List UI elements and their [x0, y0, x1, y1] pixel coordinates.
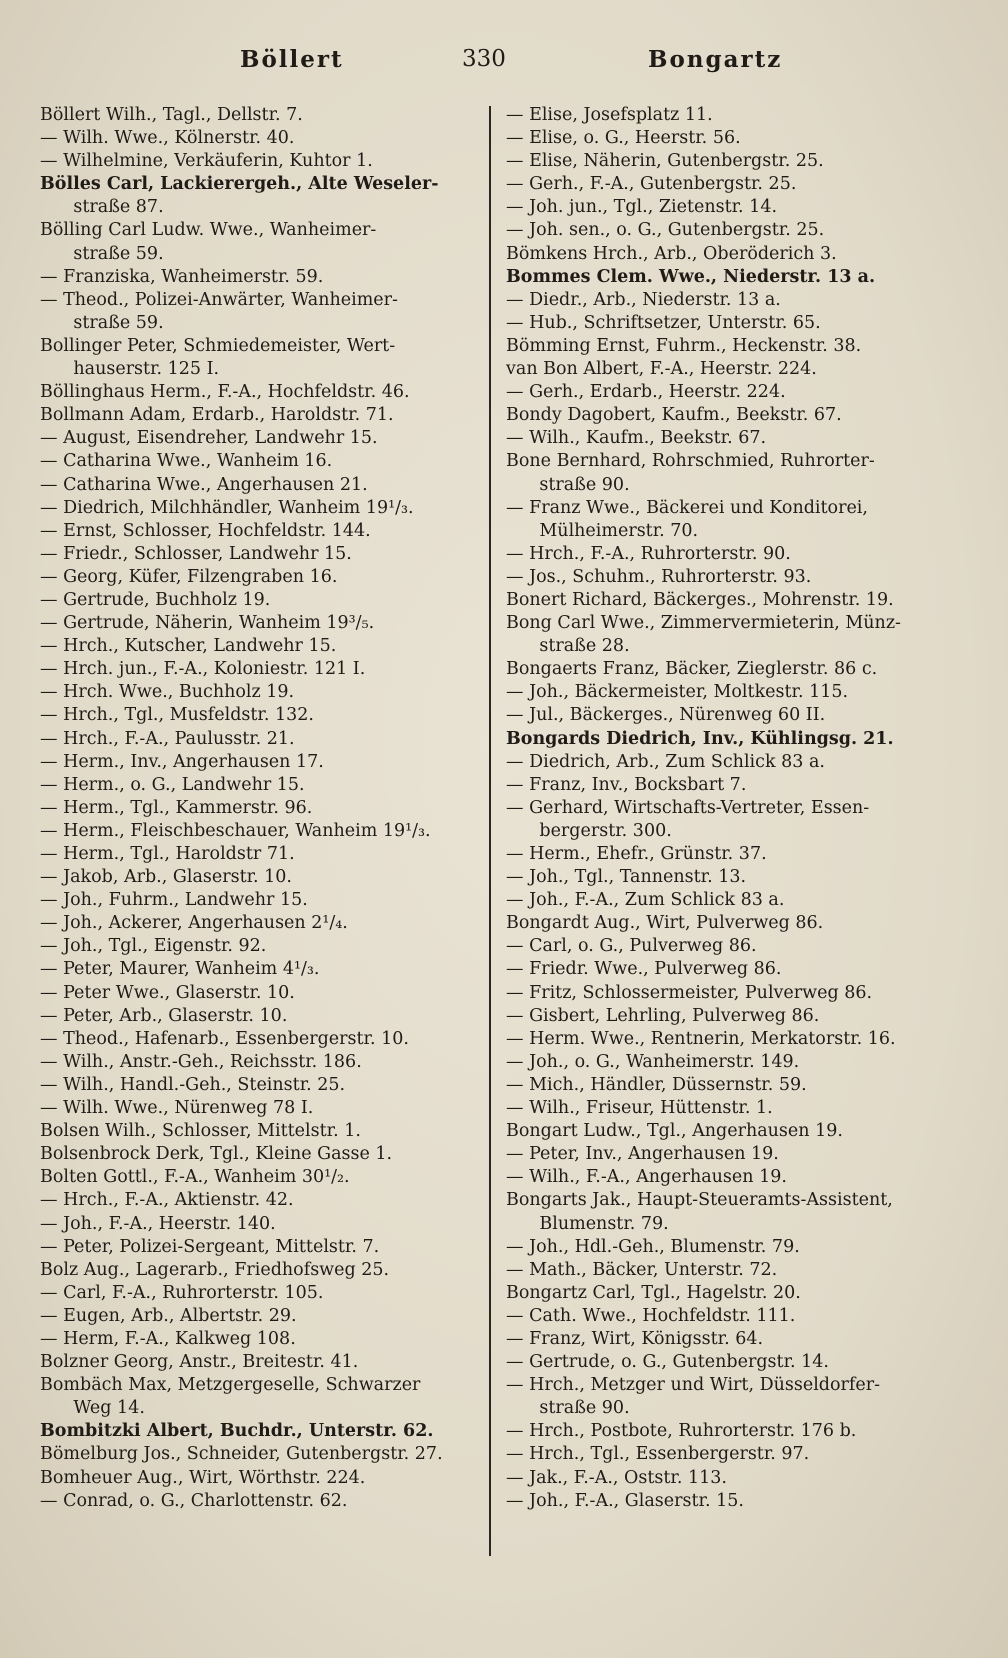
directory-entry: Bömelburg Jos., Schneider, Gutenbergstr. 27. [40, 1444, 443, 1465]
directory-entry: — Joh., Tgl., Tannenstr. 13. [506, 867, 747, 888]
directory-entry: — Herm., Tgl., Haroldstr 71. [40, 844, 295, 864]
directory-entry: — Peter Wwe., Glaserstr. 10. [40, 982, 295, 1003]
directory-entry: — Diedrich, Milchhändler, Wanheim 19¹/₃. [40, 497, 414, 518]
directory-entry: — Joh., o. G., Wanheimerstr. 149. [506, 1051, 800, 1072]
left-column [40, 104, 480, 1513]
directory-entry: — Elise, Josefsplatz 11. [506, 105, 713, 125]
directory-entry: — Jos., Schuhm., Ruhrorterstr. 93. [506, 566, 812, 587]
directory-entry: — Georg, Küfer, Filzengraben 16. [40, 566, 338, 587]
directory-entry: straße 59. [40, 243, 164, 264]
directory-entry: — Hrch., F.-A., Aktienstr. 42. [40, 1190, 294, 1211]
directory-entry: Böllinghaus Herm., F.-A., Hochfeldstr. 46. [40, 382, 410, 403]
directory-entry: — Friedr. Wwe., Pulverweg 86. [506, 959, 782, 980]
directory-entry: straße 28. [506, 636, 630, 657]
directory-entry: van Bon Albert, F.-A., Heerstr. 224. [506, 359, 817, 380]
directory-entry: — Catharina Wwe., Angerhausen 21. [40, 474, 368, 495]
directory-entry: — Conrad, o. G., Charlottenstr. 62. [40, 1490, 348, 1511]
directory-entry: — Hub., Schriftsetzer, Unterstr. 65. [506, 312, 821, 333]
directory-entry: Bongaerts Franz, Bäcker, Zieglerstr. 86 c. [506, 659, 878, 680]
directory-entry: Bömkens Hrch., Arb., Oberöderich 3. [506, 243, 837, 264]
directory-entry: — Gertrude, Buchholz 19. [40, 589, 271, 610]
directory-entry: — Joh., F.-A., Heerstr. 140. [40, 1213, 276, 1234]
directory-entry: — Ernst, Schlosser, Hochfeldstr. 144. [40, 520, 371, 541]
directory-entry: Mülheimerstr. 70. [506, 520, 699, 541]
directory-entry: Bollinger Peter, Schmiedemeister, Wert- [40, 335, 396, 356]
directory-entry: — Herm, F.-A., Kalkweg 108. [40, 1328, 296, 1349]
directory-entry: — Hrch., F.-A., Paulusstr. 21. [40, 728, 295, 749]
directory-entry: straße 90. [506, 474, 630, 495]
page-number: 330 [462, 46, 506, 72]
directory-entry: — Math., Bäcker, Unterstr. 72. [506, 1259, 778, 1280]
directory-entry: — Franz Wwe., Bäckerei und Konditorei, [506, 497, 868, 518]
directory-entry: Bombäch Max, Metzgergeselle, Schwarzer [40, 1375, 421, 1396]
directory-entry: Bongardt Aug., Wirt, Pulverweg 86. [506, 913, 824, 934]
directory-entry: Bongartz Carl, Tgl., Hagelstr. 20. [506, 1282, 801, 1303]
directory-entry: — Franz, Inv., Bocksbart 7. [506, 774, 747, 795]
directory-entry: — Herm., o. G., Landwehr 15. [40, 774, 305, 795]
directory-entry: — Jakob, Arb., Glaserstr. 10. [40, 867, 292, 888]
directory-entry: Bolten Gottl., F.-A., Wanheim 30¹/₂. [40, 1167, 350, 1188]
directory-entry: — Joh., Tgl., Eigenstr. 92. [40, 936, 267, 957]
directory-entry: — Gerhard, Wirtschafts-Vertreter, Essen- [506, 797, 870, 818]
directory-entry: Bolsen Wilh., Schlosser, Mittelstr. 1. [40, 1121, 361, 1142]
page-header [0, 46, 1008, 86]
directory-entry: Blumenstr. 79. [506, 1213, 669, 1234]
directory-entry: Bongarts Jak., Haupt-Steueramts-Assistent, [506, 1190, 893, 1211]
directory-entry: — Gerh., Erdarb., Heerstr. 224. [506, 382, 786, 403]
directory-entry: — Peter, Maurer, Wanheim 4¹/₃. [40, 959, 320, 980]
directory-entry: — Peter, Arb., Glaserstr. 10. [40, 1005, 288, 1026]
directory-entry: Bongards Diedrich, Inv., Kühlingsg. 21. [506, 728, 894, 749]
directory-entry: — Fritz, Schlossermeister, Pulverweg 86. [506, 982, 873, 1003]
directory-entry: Bommes Clem. Wwe., Niederstr. 13 a. [506, 266, 876, 287]
directory-entry: hauserstr. 125 I. [40, 359, 220, 380]
directory-entry: — Wilh., F.-A., Angerhausen 19. [506, 1167, 787, 1188]
column-divider [489, 106, 491, 1556]
directory-entry: Bömming Ernst, Fuhrm., Heckenstr. 38. [506, 335, 862, 356]
directory-entry: — Joh. sen., o. G., Gutenbergstr. 25. [506, 220, 825, 241]
header-right-keyword: Bongartz [648, 46, 783, 73]
directory-entry: — Hrch. jun., F.-A., Koloniestr. 121 I. [40, 659, 366, 680]
directory-entry: — Wilh. Wwe., Kölnerstr. 40. [40, 128, 295, 149]
directory-entry: — Diedrich, Arb., Zum Schlick 83 a. [506, 751, 825, 772]
directory-entry: — Wilh., Anstr.-Geh., Reichsstr. 186. [40, 1051, 362, 1072]
directory-entry: bergerstr. 300. [506, 820, 672, 841]
directory-entry: Bondy Dagobert, Kaufm., Beekstr. 67. [506, 405, 842, 426]
directory-entry: Bollmann Adam, Erdarb., Haroldstr. 71. [40, 405, 394, 426]
directory-entry: straße 59. [40, 312, 164, 333]
directory-entry: — Peter, Inv., Angerhausen 19. [506, 1144, 779, 1165]
directory-entry: straße 87. [40, 197, 164, 218]
directory-entry: — Mich., Händler, Düssernstr. 59. [506, 1074, 807, 1095]
directory-entry: — Joh., Bäckermeister, Moltkestr. 115. [506, 682, 849, 703]
directory-entry: — Wilhelmine, Verkäuferin, Kuhtor 1. [40, 151, 373, 172]
directory-entry: — Joh. jun., Tgl., Zietenstr. 14. [506, 197, 778, 218]
directory-entry: — Gertrude, Näherin, Wanheim 19³/₅. [40, 613, 375, 634]
directory-entry: — Wilh., Friseur, Hüttenstr. 1. [506, 1098, 773, 1119]
directory-entry: Bolzner Georg, Anstr., Breitestr. 41. [40, 1352, 359, 1373]
directory-entry: — Joh., Fuhrm., Landwehr 15. [40, 890, 308, 911]
directory-entry: — Friedr., Schlosser, Landwehr 15. [40, 543, 352, 564]
directory-entry: — Wilh., Kaufm., Beekstr. 67. [506, 428, 767, 449]
directory-entry: — Herm., Ehefr., Grünstr. 37. [506, 844, 767, 864]
directory-entry: — Jak., F.-A., Oststr. 113. [506, 1467, 727, 1488]
directory-entry: — Elise, Näherin, Gutenbergstr. 25. [506, 151, 824, 172]
directory-entry: — Herm., Inv., Angerhausen 17. [40, 751, 324, 772]
directory-entry: — Theod., Hafenarb., Essenbergerstr. 10. [40, 1028, 409, 1049]
directory-entry: — Joh., F.-A., Zum Schlick 83 a. [506, 890, 785, 911]
directory-entry: — Cath. Wwe., Hochfeldstr. 111. [506, 1305, 796, 1326]
directory-entry: Bone Bernhard, Rohrschmied, Ruhrorter- [506, 451, 875, 472]
right-column [506, 104, 966, 1513]
directory-entry: — Carl, F.-A., Ruhrorterstr. 105. [40, 1282, 324, 1303]
directory-entry: Böllert Wilh., Tagl., Dellstr. 7. [40, 105, 303, 125]
directory-entry: — Herm., Fleischbeschauer, Wanheim 19¹/₃. [40, 820, 431, 841]
directory-entry: Bonert Richard, Bäckerges., Mohrenstr. 19. [506, 589, 894, 610]
directory-entry: Bölles Carl, Lackierergeh., Alte Weseler- [40, 174, 439, 195]
directory-entry: Bombitzki Albert, Buchdr., Unterstr. 62. [40, 1421, 434, 1442]
directory-entry: — Diedr., Arb., Niederstr. 13 a. [506, 289, 781, 310]
directory-entry: — Joh., Hdl.-Geh., Blumenstr. 79. [506, 1236, 800, 1257]
directory-entry: Bomheuer Aug., Wirt, Wörthstr. 224. [40, 1467, 366, 1488]
directory-entry: Weg 14. [40, 1398, 145, 1419]
directory-entry: — Herm. Wwe., Rentnerin, Merkatorstr. 16. [506, 1028, 896, 1049]
directory-entry: — Hrch., Metzger und Wirt, Düsseldorfer- [506, 1375, 881, 1396]
directory-entry: — Elise, o. G., Heerstr. 56. [506, 128, 741, 149]
directory-entry: — Peter, Polizei-Sergeant, Mittelstr. 7. [40, 1236, 380, 1257]
header-left-keyword: Böllert [240, 46, 344, 73]
directory-entry: — Hrch. Wwe., Buchholz 19. [40, 682, 295, 703]
directory-entry: — Hrch., Tgl., Essenbergerstr. 97. [506, 1444, 810, 1465]
directory-entry: — Herm., Tgl., Kammerstr. 96. [40, 797, 313, 818]
directory-entry: — Franz, Wirt, Königsstr. 64. [506, 1328, 764, 1349]
directory-entry: — Hrch., Kutscher, Landwehr 15. [40, 636, 337, 657]
directory-entry: — Wilh., Handl.-Geh., Steinstr. 25. [40, 1074, 346, 1095]
directory-entry: Bölling Carl Ludw. Wwe., Wanheimer- [40, 220, 377, 241]
directory-entry: — Theod., Polizei-Anwärter, Wanheimer- [40, 289, 398, 310]
directory-entry: Bongart Ludw., Tgl., Angerhausen 19. [506, 1121, 843, 1142]
directory-entry: — Joh., F.-A., Glaserstr. 15. [506, 1490, 744, 1511]
directory-entry: straße 90. [506, 1398, 630, 1419]
directory-entry: — August, Eisendreher, Landwehr 15. [40, 428, 378, 449]
directory-entry: — Hrch., F.-A., Ruhrorterstr. 90. [506, 543, 791, 564]
directory-entry: — Gisbert, Lehrling, Pulverweg 86. [506, 1005, 820, 1026]
directory-entry: — Catharina Wwe., Wanheim 16. [40, 451, 333, 472]
directory-entry: — Gerh., F.-A., Gutenbergstr. 25. [506, 174, 797, 195]
directory-entry: — Hrch., Postbote, Ruhrorterstr. 176 b. [506, 1421, 857, 1442]
directory-entry: — Franziska, Wanheimerstr. 59. [40, 266, 324, 287]
directory-entry: — Joh., Ackerer, Angerhausen 2¹/₄. [40, 913, 348, 934]
directory-entry: — Carl, o. G., Pulverweg 86. [506, 936, 757, 957]
directory-entry: Bolz Aug., Lagerarb., Friedhofsweg 25. [40, 1259, 390, 1280]
directory-entry: Bong Carl Wwe., Zimmervermieterin, Münz- [506, 613, 901, 634]
directory-entry: — Wilh. Wwe., Nürenweg 78 I. [40, 1098, 314, 1119]
directory-entry: — Hrch., Tgl., Musfeldstr. 132. [40, 705, 314, 726]
directory-entry: Bolsenbrock Derk, Tgl., Kleine Gasse 1. [40, 1144, 393, 1165]
directory-entry: — Gertrude, o. G., Gutenbergstr. 14. [506, 1352, 829, 1373]
directory-entry: — Eugen, Arb., Albertstr. 29. [40, 1305, 297, 1326]
directory-entry: — Jul., Bäckerges., Nürenweg 60 II. [506, 705, 826, 726]
